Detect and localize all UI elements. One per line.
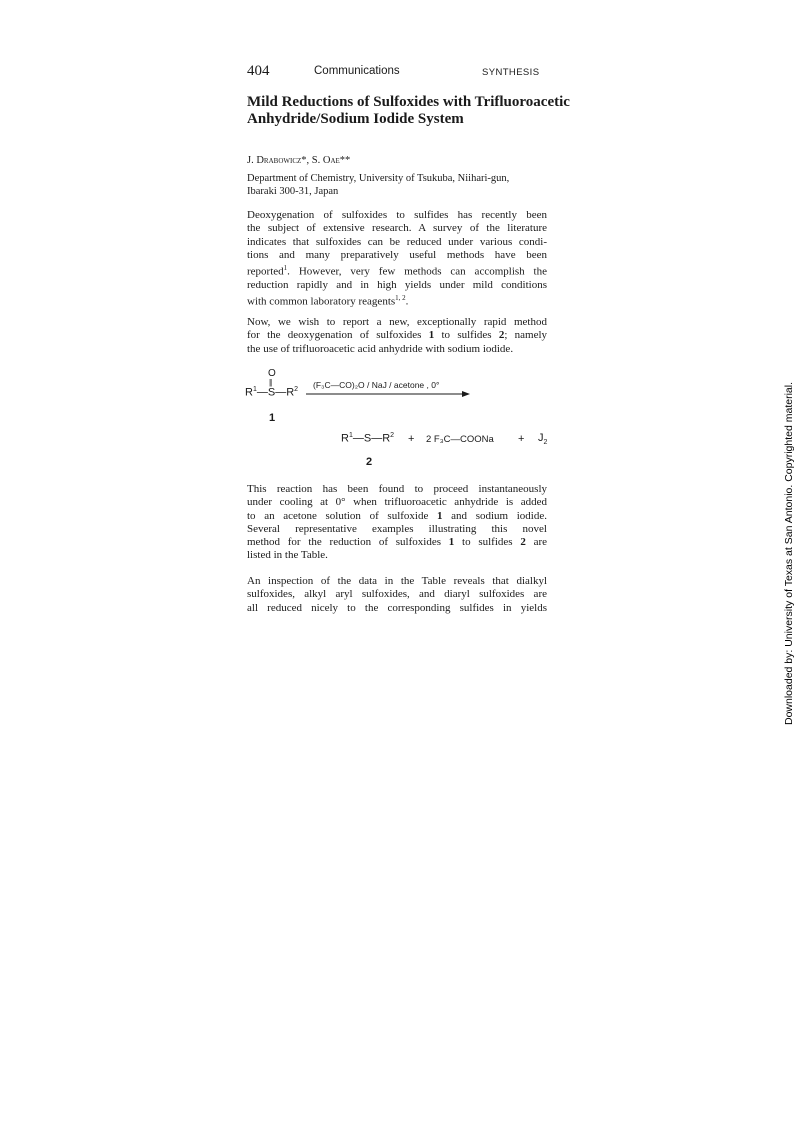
reaction-conditions: (F₃C—CO)₂O / NaJ / acetone , 0° xyxy=(313,380,440,390)
text-line xyxy=(247,510,547,523)
author-name: Oae xyxy=(322,155,340,166)
journal-name: SYNTHESIS xyxy=(482,67,540,78)
author-list xyxy=(247,155,350,166)
compound-label: 1 xyxy=(269,412,276,424)
substituent-r1: R xyxy=(245,386,253,399)
text-run: and sodium iodide. xyxy=(442,509,547,522)
affiliation-line: Ibaraki 300-31, Japan xyxy=(247,186,339,197)
text-line: all reduced nicely to the corresponding sulfides in yields xyxy=(247,601,547,614)
plus-sign: + xyxy=(518,433,525,445)
reaction-scheme xyxy=(240,368,560,478)
download-watermark: Downloaded by: University of Texas at San Antonio. Copyrighted material. xyxy=(783,382,795,725)
text-run: to sulfides xyxy=(434,329,499,342)
text-line: the use of trifluoroacetic acid anhydride with sodium iodide. xyxy=(247,342,514,355)
compound-label: 2 xyxy=(366,456,373,468)
reactant-formula xyxy=(245,386,298,399)
article-title xyxy=(247,94,570,128)
iodine-symbol: J xyxy=(538,432,544,444)
reference-superscript: 1 xyxy=(283,264,288,273)
arrow-head xyxy=(462,391,470,397)
substituent-r2: R xyxy=(382,432,391,445)
text-line: reduction rapidly and in high yields under mild conditions xyxy=(247,279,547,292)
text-run: are xyxy=(525,536,547,549)
substituent-r1-index: 1 xyxy=(348,432,353,439)
text-run: . However, very few methods can accomplish the xyxy=(287,265,547,278)
sulfur-bonds: —S— xyxy=(352,432,383,445)
text-line: tions and many preparatively useful methods have been xyxy=(247,248,547,261)
sulfur-bonds: —S— xyxy=(256,386,287,399)
paragraph-introduction xyxy=(247,209,547,309)
compound-number: 1 xyxy=(428,329,435,342)
text-line: Several representative examples illustrating this novel xyxy=(247,522,547,535)
text-line xyxy=(247,536,547,549)
text-line: indicates that sulfoxides can be reduced under various condi- xyxy=(247,235,547,248)
compound-number: 2 xyxy=(498,329,505,342)
paragraph-discussion xyxy=(247,575,547,615)
oxygen-atom: O xyxy=(268,368,276,379)
compound-number: 1 xyxy=(437,509,443,522)
text-line: listed in the Table. xyxy=(247,549,328,562)
author-name: Drabowicz xyxy=(256,155,302,166)
text-line: An inspection of the data in the Table reveals that dialkyl xyxy=(247,575,547,587)
text-line xyxy=(247,329,547,342)
affiliation xyxy=(247,172,509,198)
title-line: Anhydride/Sodium Iodide System xyxy=(247,111,464,127)
compound-number: 2 xyxy=(520,536,526,549)
text-run: to sulfides xyxy=(454,536,521,549)
text-run: reported xyxy=(247,265,284,278)
author-initial: J. xyxy=(247,155,257,166)
text-line: sulfoxides, alkyl aryl sulfoxides, and diaryl sulfoxides are xyxy=(247,588,547,601)
paragraph-procedure xyxy=(247,483,547,563)
page-number: 404 xyxy=(247,63,270,79)
text-run: method for the reduction of sulfoxides xyxy=(247,536,449,549)
iodine-formula xyxy=(538,432,547,446)
text-run: ; namely xyxy=(504,329,548,342)
text-line xyxy=(247,262,547,279)
text-line xyxy=(247,292,547,309)
product-formula xyxy=(341,432,394,445)
text-line: the subject of extensive research. A survey of the literature xyxy=(247,222,547,235)
iodine-subscript: 2 xyxy=(543,439,548,447)
substituent-r1-index: 1 xyxy=(252,386,257,393)
salt-formula: 2 F₃C—COONa xyxy=(426,434,494,445)
substituent-r1: R xyxy=(341,432,349,445)
affiliation-line: Department of Chemistry, University of Tsukuba, Niihari-gun, xyxy=(247,173,510,184)
substituent-r2: R xyxy=(286,386,295,399)
plus-sign: + xyxy=(408,433,415,445)
substituent-r2-index: 2 xyxy=(294,386,299,393)
reaction-arrow xyxy=(306,390,470,398)
double-bond: || xyxy=(269,378,272,387)
text-line: Now, we wish to report a new, exceptionally rapid method xyxy=(247,316,547,328)
author-mark: *, S. xyxy=(301,155,323,166)
text-line: Deoxygenation of sulfoxides to sulfides has recently been xyxy=(247,209,547,221)
text-run: . xyxy=(405,296,409,309)
substituent-r2-index: 2 xyxy=(390,432,395,439)
reference-superscript: 1, 2 xyxy=(395,294,406,303)
text-run: to an acetone solution of sulfoxide xyxy=(247,509,438,522)
title-line: Mild Reductions of Sulfoxides with Trifluoroacetic xyxy=(247,94,570,110)
compound-number: 1 xyxy=(448,536,455,549)
text-line: under cooling at 0° when trifluoroacetic anhydride is added xyxy=(247,496,547,509)
journal-section: Communications xyxy=(314,65,400,77)
text-run: for the deoxygenation of sulfoxides xyxy=(247,329,429,342)
text-run: with common laboratory reagents xyxy=(247,296,396,309)
paragraph-aim xyxy=(247,316,547,356)
text-line: This reaction has been found to proceed instantaneously xyxy=(247,483,547,495)
author-mark: ** xyxy=(339,155,351,166)
